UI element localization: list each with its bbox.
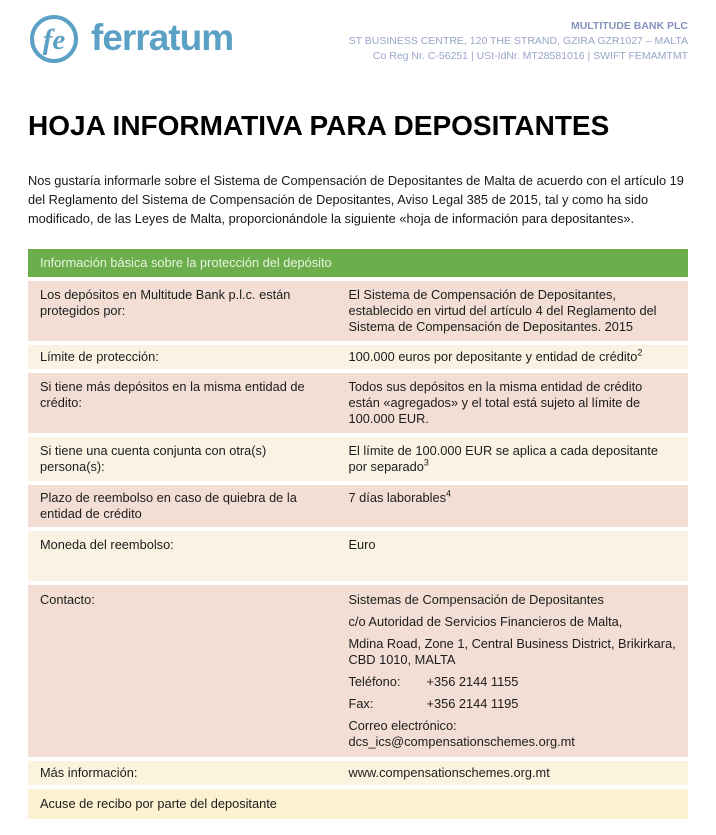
- table-row-protection-limit: [28, 345, 688, 369]
- company-registration: Co Reg Nr. C-56251 | USt-IdNr. MT28581016 | SWIFT FEMAMTMT: [372, 50, 688, 62]
- logo-wordmark: ferratum: [91, 17, 234, 58]
- document-header: [0, 0, 716, 67]
- table-row-currency: [28, 531, 688, 581]
- row-value: Todos sus depósitos en la misma entidad de crédito están «agregados» y el total está sujeto al límite de 100.000 EUR.: [348, 379, 643, 426]
- row-value: www.compensationschemes.org.mt: [348, 765, 550, 780]
- table-row-more-info: [28, 761, 688, 785]
- footnote-superscript: 2: [637, 347, 643, 358]
- row-label: Los depósitos en Multitude Bank p.l.c. están protegidos por:: [40, 287, 291, 318]
- contact-phone-line: [349, 674, 677, 690]
- footnote-superscript: 4: [445, 488, 451, 499]
- contact-address: Mdina Road, Zone 1, Central Business District, Brikirkara, CBD 1010, MALTA: [348, 636, 676, 667]
- email-address: dcs_ics@compensationschemes.org.mt: [348, 734, 575, 749]
- contact-care-of: c/o Autoridad de Servicios Financieros de Malta,: [348, 614, 623, 629]
- footnote-superscript: 3: [423, 457, 429, 468]
- table-row-reimbursement-period: [28, 485, 688, 527]
- fax-number: +356 2144 1195: [426, 696, 519, 711]
- row-label: Si tiene una cuenta conjunta con otra(s) persona(s):: [40, 443, 267, 474]
- page-title: HOJA INFORMATIVA PARA DEPOSITANTES: [28, 110, 610, 141]
- info-table: [28, 249, 688, 819]
- row-value: 7 días laborables$^4$: [348, 488, 451, 505]
- fax-label: Fax:: [348, 696, 374, 711]
- table-row-joint-account: [28, 437, 688, 481]
- email-label: Correo electrónico:: [348, 718, 457, 733]
- contact-email-line: [349, 718, 677, 750]
- row-value: El Sistema de Compensación de Depositantes, establecido en virtud del artículo 4 del Reglamento del Sistema de Compensación de Depositantes. 2015: [348, 287, 657, 334]
- row-label: Si tiene más depósitos en la misma entidad de crédito:: [40, 379, 305, 410]
- phone-label: Teléfono:: [348, 674, 401, 689]
- table-row-multiple-deposits: [28, 373, 688, 433]
- company-name: MULTITUDE BANK PLC: [570, 20, 688, 32]
- table-row-contact: [28, 585, 688, 757]
- row-value: 100.000 euros por depositante y entidad de crédito$^2$: [348, 347, 643, 364]
- phone-number: +356 2144 1155: [426, 674, 519, 689]
- table-row-acknowledgement: Acuse de recibo por parte del depositante: [28, 789, 688, 819]
- svg-text:fe: fe: [42, 24, 66, 56]
- row-label: Plazo de reembolso en caso de quiebra de la entidad de crédito: [40, 490, 297, 521]
- row-label: Moneda del reembolso:: [40, 537, 174, 552]
- row-value: El límite de 100.000 EUR se aplica a cada depositante por separado$^3$: [348, 443, 658, 474]
- intro-paragraph: Nos gustaría informarle sobre el Sistema de Compensación de Depositantes de Malta de acuerdo con el artículo 19 del Reglamento del Sistema de Compensación de Depositantes, Aviso Legal 385 de 2015, tal y como ha sido modificado, de las Leyes de Malta, proporcionándole la siguiente «hoja de información para depositantes».: [28, 173, 684, 226]
- ferratum-logo: [28, 13, 233, 67]
- contact-fax-line: [349, 696, 677, 712]
- row-label: Contacto:: [40, 592, 95, 607]
- row-value: Euro: [348, 537, 376, 552]
- contact-organisation: Sistemas de Compensación de Depositantes: [348, 592, 604, 607]
- table-row-protected-by: [28, 281, 688, 341]
- row-label: Límite de protección:: [40, 349, 159, 364]
- table-section-header: Información básica sobre la protección del depósito: [28, 249, 688, 277]
- company-address: ST BUSINESS CENTRE, 120 THE STRAND, GZIRA GZR1027 – MALTA: [348, 35, 688, 47]
- ferratum-monogram-icon: [28, 13, 80, 67]
- row-value: [342, 585, 689, 757]
- company-info: [349, 19, 688, 64]
- row-label: Más información:: [40, 765, 138, 780]
